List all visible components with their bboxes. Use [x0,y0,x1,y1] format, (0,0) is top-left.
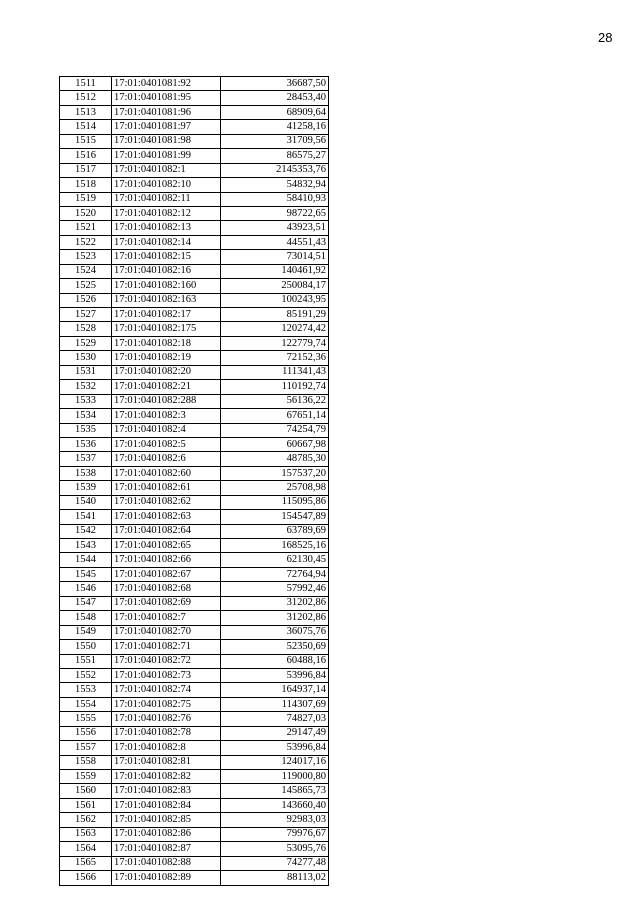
cadastral-number-cell: 17:01:0401082:76 [112,712,221,726]
table-row [60,582,329,596]
cadastral-value-cell: 74827,03 [221,712,329,726]
table-row [60,625,329,639]
cadastral-number-cell: 17:01:0401082:73 [112,668,221,682]
cadastral-number-cell: 17:01:0401082:175 [112,322,221,336]
table-row [60,871,329,885]
row-number-cell: 1511 [60,77,112,91]
table-row [60,668,329,682]
table-row [60,611,329,625]
row-number-cell: 1546 [60,582,112,596]
cadastral-value-cell: 74277,48 [221,856,329,870]
cadastral-value-cell: 85191,29 [221,308,329,322]
cadastral-number-cell: 17:01:0401082:72 [112,654,221,668]
cadastral-number-cell: 17:01:0401082:3 [112,409,221,423]
row-number-cell: 1538 [60,466,112,480]
cadastral-value-cell: 115095,86 [221,495,329,509]
cadastral-number-cell: 17:01:0401081:99 [112,149,221,163]
row-number-cell: 1545 [60,567,112,581]
table-row [60,712,329,726]
row-number-cell: 1559 [60,770,112,784]
table-row [60,596,329,610]
cadastral-number-cell: 17:01:0401082:17 [112,308,221,322]
table-row [60,250,329,264]
cadastral-number-cell: 17:01:0401082:7 [112,611,221,625]
row-number-cell: 1515 [60,134,112,148]
cadastral-number-cell: 17:01:0401082:18 [112,336,221,350]
table-row [60,322,329,336]
table-body [60,77,329,886]
row-number-cell: 1560 [60,784,112,798]
table-row [60,827,329,841]
table-row [60,365,329,379]
cadastral-value-cell: 36075,76 [221,625,329,639]
table-row [60,697,329,711]
table-row [60,192,329,206]
table-row [60,495,329,509]
cadastral-number-cell: 17:01:0401082:84 [112,798,221,812]
table-row [60,91,329,105]
cadastral-number-cell: 17:01:0401082:160 [112,279,221,293]
cadastral-number-cell: 17:01:0401082:288 [112,394,221,408]
table-row [60,654,329,668]
table-row [60,308,329,322]
table-row [60,149,329,163]
table-row [60,481,329,495]
cadastral-number-cell: 17:01:0401082:4 [112,423,221,437]
cadastral-number-cell: 17:01:0401082:15 [112,250,221,264]
cadastral-number-cell: 17:01:0401082:12 [112,206,221,220]
table-row [60,380,329,394]
cadastral-number-cell: 17:01:0401082:66 [112,553,221,567]
cadastral-value-cell: 72152,36 [221,351,329,365]
row-number-cell: 1557 [60,741,112,755]
table-row [60,235,329,249]
row-number-cell: 1535 [60,423,112,437]
cadastral-number-cell: 17:01:0401082:163 [112,293,221,307]
row-number-cell: 1541 [60,510,112,524]
row-number-cell: 1565 [60,856,112,870]
row-number-cell: 1529 [60,336,112,350]
table-row [60,77,329,91]
cadastral-number-cell: 17:01:0401082:64 [112,524,221,538]
row-number-cell: 1522 [60,235,112,249]
table-row [60,206,329,220]
table-row [60,394,329,408]
cadastral-number-cell: 17:01:0401082:20 [112,365,221,379]
cadastral-number-cell: 17:01:0401081:98 [112,134,221,148]
row-number-cell: 1558 [60,755,112,769]
cadastral-value-cell: 31202,86 [221,596,329,610]
row-number-cell: 1516 [60,149,112,163]
table-row [60,798,329,812]
cadastral-value-cell: 250084,17 [221,279,329,293]
cadastral-value-cell: 31202,86 [221,611,329,625]
cadastral-value-cell: 60667,98 [221,437,329,451]
table-row [60,279,329,293]
cadastral-number-cell: 17:01:0401082:88 [112,856,221,870]
cadastral-number-cell: 17:01:0401082:68 [112,582,221,596]
row-number-cell: 1517 [60,163,112,177]
table-row [60,264,329,278]
row-number-cell: 1520 [60,206,112,220]
cadastral-number-cell: 17:01:0401082:85 [112,813,221,827]
cadastral-number-cell: 17:01:0401081:96 [112,105,221,119]
cadastral-value-cell: 74254,79 [221,423,329,437]
table-row [60,842,329,856]
cadastral-value-cell: 72764,94 [221,567,329,581]
table-row [60,134,329,148]
table-row [60,784,329,798]
row-number-cell: 1563 [60,827,112,841]
table-row [60,437,329,451]
cadastral-number-cell: 17:01:0401082:62 [112,495,221,509]
cadastral-number-cell: 17:01:0401082:87 [112,842,221,856]
row-number-cell: 1527 [60,308,112,322]
row-number-cell: 1523 [60,250,112,264]
row-number-cell: 1554 [60,697,112,711]
cadastral-value-cell: 41258,16 [221,120,329,134]
cadastral-value-cell: 60488,16 [221,654,329,668]
cadastral-value-cell: 25708,98 [221,481,329,495]
cadastral-number-cell: 17:01:0401082:14 [112,235,221,249]
table-row [60,336,329,350]
table-row [60,105,329,119]
row-number-cell: 1531 [60,365,112,379]
cadastral-value-cell: 140461,92 [221,264,329,278]
cadastral-value-cell: 120274,42 [221,322,329,336]
cadastral-number-cell: 17:01:0401082:6 [112,452,221,466]
cadastral-number-cell: 17:01:0401082:8 [112,741,221,755]
cadastral-number-cell: 17:01:0401082:78 [112,726,221,740]
cadastral-value-cell: 53996,84 [221,668,329,682]
cadastral-value-cell: 58410,93 [221,192,329,206]
cadastral-value-cell: 54832,94 [221,178,329,192]
cadastral-number-cell: 17:01:0401082:63 [112,510,221,524]
cadastral-number-cell: 17:01:0401082:16 [112,264,221,278]
row-number-cell: 1553 [60,683,112,697]
page-number: 28 [598,30,613,45]
cadastral-value-cell: 98722,65 [221,206,329,220]
cadastral-number-cell: 17:01:0401082:75 [112,697,221,711]
cadastral-value-cell: 124017,16 [221,755,329,769]
row-number-cell: 1526 [60,293,112,307]
row-number-cell: 1552 [60,668,112,682]
table-row [60,524,329,538]
cadastral-value-cell: 48785,30 [221,452,329,466]
row-number-cell: 1564 [60,842,112,856]
row-number-cell: 1547 [60,596,112,610]
row-number-cell: 1561 [60,798,112,812]
row-number-cell: 1521 [60,221,112,235]
table-row [60,770,329,784]
table-row [60,567,329,581]
cadastral-value-cell: 36687,50 [221,77,329,91]
table-row [60,539,329,553]
row-number-cell: 1548 [60,611,112,625]
cadastral-value-cell: 111341,43 [221,365,329,379]
table-row [60,466,329,480]
cadastral-value-cell: 110192,74 [221,380,329,394]
cadastral-number-cell: 17:01:0401082:21 [112,380,221,394]
row-number-cell: 1551 [60,654,112,668]
cadastral-number-cell: 17:01:0401082:81 [112,755,221,769]
cadastral-number-cell: 17:01:0401081:92 [112,77,221,91]
row-number-cell: 1532 [60,380,112,394]
cadastral-number-cell: 17:01:0401082:86 [112,827,221,841]
row-number-cell: 1536 [60,437,112,451]
cadastral-value-cell: 57992,46 [221,582,329,596]
row-number-cell: 1530 [60,351,112,365]
row-number-cell: 1514 [60,120,112,134]
cadastral-value-cell: 67651,14 [221,409,329,423]
table-row [60,423,329,437]
table-row [60,741,329,755]
cadastral-value-cell: 53996,84 [221,741,329,755]
table-row [60,163,329,177]
row-number-cell: 1525 [60,279,112,293]
cadastral-value-cell: 79976,67 [221,827,329,841]
row-number-cell: 1540 [60,495,112,509]
cadastral-number-cell: 17:01:0401082:61 [112,481,221,495]
cadastral-number-cell: 17:01:0401082:10 [112,178,221,192]
cadastral-value-cell: 31709,56 [221,134,329,148]
cadastral-value-cell: 53095,76 [221,842,329,856]
table-row [60,409,329,423]
cadastral-number-cell: 17:01:0401082:70 [112,625,221,639]
cadastral-value-cell: 28453,40 [221,91,329,105]
row-number-cell: 1566 [60,871,112,885]
row-number-cell: 1524 [60,264,112,278]
cadastral-number-cell: 17:01:0401082:60 [112,466,221,480]
cadastral-value-cell: 164937,14 [221,683,329,697]
table-row [60,553,329,567]
cadastral-value-cell: 100243,95 [221,293,329,307]
row-number-cell: 1543 [60,539,112,553]
cadastral-value-cell: 88113,02 [221,871,329,885]
row-number-cell: 1556 [60,726,112,740]
row-number-cell: 1533 [60,394,112,408]
cadastral-number-cell: 17:01:0401082:83 [112,784,221,798]
cadastral-value-cell: 44551,43 [221,235,329,249]
cadastral-number-cell: 17:01:0401082:69 [112,596,221,610]
row-number-cell: 1544 [60,553,112,567]
table-row [60,640,329,654]
cadastral-number-cell: 17:01:0401082:71 [112,640,221,654]
cadastral-value-cell: 56136,22 [221,394,329,408]
cadastral-value-cell: 63789,69 [221,524,329,538]
cadastral-value-cell: 68909,64 [221,105,329,119]
cadastral-number-cell: 17:01:0401082:82 [112,770,221,784]
cadastral-value-cell: 154547,89 [221,510,329,524]
cadastral-value-cell: 29147,49 [221,726,329,740]
table-row [60,683,329,697]
cadastral-value-cell: 73014,51 [221,250,329,264]
cadastral-value-cell: 2145353,76 [221,163,329,177]
cadastral-value-cell: 157537,20 [221,466,329,480]
table-row [60,510,329,524]
table-row [60,221,329,235]
cadastral-number-cell: 17:01:0401082:19 [112,351,221,365]
cadastral-number-cell: 17:01:0401081:97 [112,120,221,134]
cadastral-value-cell: 145865,73 [221,784,329,798]
cadastral-value-cell: 114307,69 [221,697,329,711]
cadastral-number-cell: 17:01:0401082:65 [112,539,221,553]
row-number-cell: 1537 [60,452,112,466]
table-row [60,856,329,870]
cadastral-value-cell: 143660,40 [221,798,329,812]
row-number-cell: 1539 [60,481,112,495]
table-row [60,120,329,134]
cadastral-number-cell: 17:01:0401082:74 [112,683,221,697]
table-row [60,178,329,192]
table-row [60,452,329,466]
cadastral-value-cell: 43923,51 [221,221,329,235]
table-row [60,813,329,827]
cadastral-value-cell: 168525,16 [221,539,329,553]
row-number-cell: 1562 [60,813,112,827]
cadastral-value-table [59,76,329,886]
table-row [60,755,329,769]
row-number-cell: 1549 [60,625,112,639]
row-number-cell: 1528 [60,322,112,336]
cadastral-number-cell: 17:01:0401082:1 [112,163,221,177]
table-row [60,351,329,365]
cadastral-number-cell: 17:01:0401082:89 [112,871,221,885]
cadastral-number-cell: 17:01:0401082:13 [112,221,221,235]
row-number-cell: 1518 [60,178,112,192]
table-row [60,726,329,740]
row-number-cell: 1555 [60,712,112,726]
row-number-cell: 1550 [60,640,112,654]
row-number-cell: 1512 [60,91,112,105]
cadastral-number-cell: 17:01:0401082:5 [112,437,221,451]
cadastral-number-cell: 17:01:0401082:67 [112,567,221,581]
row-number-cell: 1513 [60,105,112,119]
cadastral-value-cell: 62130,45 [221,553,329,567]
row-number-cell: 1534 [60,409,112,423]
cadastral-value-cell: 92983,03 [221,813,329,827]
cadastral-number-cell: 17:01:0401081:95 [112,91,221,105]
cadastral-value-cell: 122779,74 [221,336,329,350]
cadastral-value-cell: 119000,80 [221,770,329,784]
cadastral-value-cell: 52350,69 [221,640,329,654]
cadastral-number-cell: 17:01:0401082:11 [112,192,221,206]
table-row [60,293,329,307]
row-number-cell: 1519 [60,192,112,206]
cadastral-value-cell: 86575,27 [221,149,329,163]
row-number-cell: 1542 [60,524,112,538]
